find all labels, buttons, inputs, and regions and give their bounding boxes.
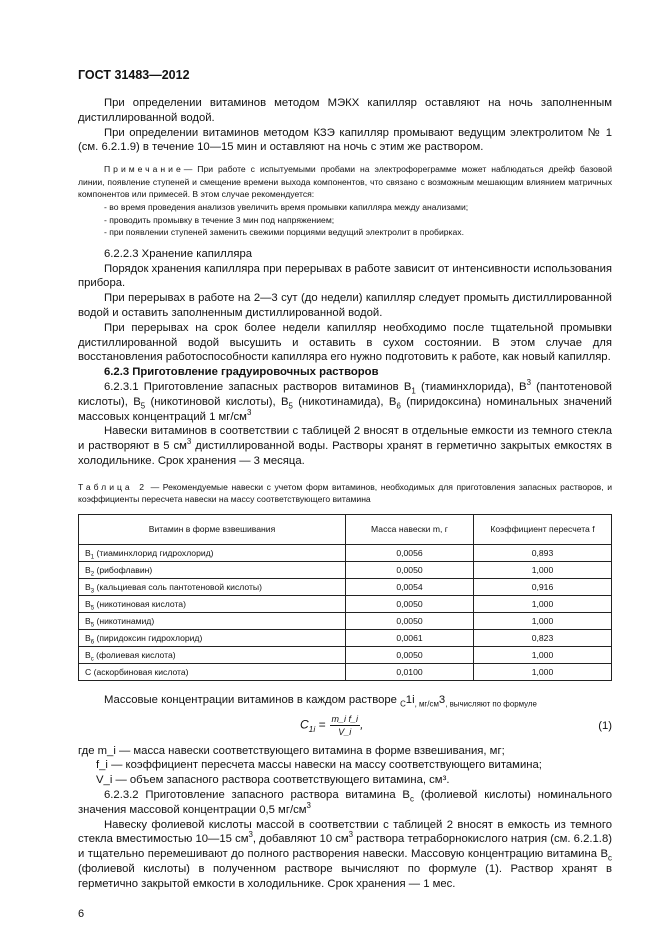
formula: $C_{1i}$ = $\frac{\text{m\_i f\_i}}{V\_i}$ ,: [300, 714, 364, 738]
text-segment: Массовые концентрации витаминов в каждом растворе: [104, 693, 401, 706]
vitamin-cell: [79, 561, 346, 578]
vitamin-name: (никотиновая кислота): [94, 598, 186, 609]
column-header: Коэффициент пересчета f: [474, 514, 612, 544]
text-segment: (пиридоксина) номинальных значений массовых концентраций 1 мг/см: [78, 395, 612, 423]
vitamin-name: (рибофлавин): [94, 564, 153, 575]
factor-cell: 1,000: [474, 595, 612, 612]
mass-cell: 0,0061: [346, 629, 474, 646]
script-text: 3: [248, 830, 253, 840]
text-segment: раствора тетраборнокислого натрия (см. 6.2.1.8) и тщательно перемешивают до полного растворения навески. Массовую концентрацию витамина B: [78, 833, 612, 861]
note-item: - при появлении ступеней заменить свежими порциями ведущий электролит в пробирках.: [104, 227, 464, 238]
script-text: 3: [526, 378, 531, 388]
text-segment: 1i: [405, 693, 415, 706]
vitamin-subscript: c: [90, 656, 94, 663]
vitamin-subscript: 1: [90, 554, 95, 561]
text-segment: (фолиевой кислоты) в полученном растворе вычисляют по формуле (1). Раствор хранят в герметично закрытой емкости в холодильнике. Срок хранения — 1 мес.: [78, 863, 612, 890]
vitamin-letter: B: [85, 615, 91, 626]
vitamin-cell: [79, 595, 346, 612]
script-text: 6: [396, 400, 401, 410]
vitamin-letter: B: [85, 547, 91, 558]
script-text: 3: [348, 830, 354, 840]
factor-cell: 1,000: [474, 646, 612, 663]
definition: V_i — объем запасного раствора соответствующего витамина, см³.: [96, 774, 450, 787]
vitamin-name: (фолиевая кислота): [93, 649, 176, 660]
text-segment: 3: [438, 693, 446, 706]
text-segment: (пантотеновой кислоты), B: [78, 380, 612, 408]
mass-cell: 0,0050: [346, 612, 474, 629]
vitamin-cell: [79, 544, 346, 561]
factor-cell: 0,893: [474, 544, 612, 561]
variable-definitions: [78, 744, 612, 788]
definition: где m_i — масса навески соответствующего витамина в форме взвешивания, мг;: [78, 744, 505, 757]
paragraph: При определении витаминов методом МЭКХ капилляр оставляют на ночь заполненным дистиллированной водой.: [78, 97, 612, 124]
table-row: [79, 663, 612, 680]
text-segment: (фолиевой кислоты) номинального значения массовой концентрации 0,5 мг/см: [78, 789, 612, 816]
vitamin-name: (никотинамид): [94, 615, 155, 626]
mass-cell: 0,0100: [346, 663, 474, 680]
paragraph: [78, 788, 612, 818]
paragraph: При определении витаминов методом КЗЭ капилляр промывают ведущим электролитом № 1 (см. 6.2.1.9) в течение 10—15 мин и оставляют на ночь с этим же раствором.: [78, 126, 612, 154]
vitamin-name: (аскорбиновая кислота): [91, 666, 189, 677]
table-row: [79, 561, 612, 578]
table-row: [79, 595, 612, 612]
text-segment: дистиллированной воды. Растворы хранят в герметично закрытых емкостях в холодильнике. Срок хранения — 3 месяца.: [78, 440, 612, 467]
text-segment: (тиаминхлорида), B: [415, 380, 527, 393]
formula-lhs-sub: 1i: [308, 724, 316, 735]
vitamin-name: (пиридоксин гидрохлорид): [94, 632, 203, 643]
text-segment: (никотинамида), B: [292, 395, 397, 408]
formula-numerator: m_i f_i: [331, 714, 359, 725]
formula-lhs: C: [300, 717, 309, 732]
page-body: [78, 96, 612, 920]
formula-denominator: V_i: [338, 727, 352, 738]
column-header: Витамин в форме взвешивания: [79, 514, 346, 544]
section-heading: 6.2.3 Приготовление градуировочных растворов: [104, 366, 379, 379]
page-number: 6: [78, 907, 85, 920]
vitamin-letter: B: [85, 564, 91, 575]
vitamin-cell: [79, 629, 346, 646]
text-segment: , добавляют 10 см: [252, 833, 349, 846]
text-segment: 6.2.3.2 Приготовление запасного раствора витамина B: [104, 789, 410, 802]
script-text: 5: [140, 400, 146, 410]
vitamin-cell: [79, 612, 346, 629]
vitamin-cell: [79, 663, 346, 680]
script-text: , мг/см: [414, 699, 439, 709]
text-segment: Навески витаминов в соответствии с таблицей 2 вносят в отдельные емкости из темного стекла и растворяют в 5 см: [78, 425, 612, 453]
column-header: Масса навески m, г: [346, 514, 474, 544]
mass-cell: 0,0054: [346, 578, 474, 595]
mass-cell: 0,0050: [346, 646, 474, 663]
vitamin-subscript: 3: [90, 588, 95, 595]
script-text: 3: [306, 801, 311, 811]
note-item: - во время проведения анализов увеличить время промывки капилляра между анализами;: [104, 201, 469, 212]
note-text: — При работе с испытуемыми пробами на электрофореграмме может наблюдаться дрейф базовой линии, появление ступеней и смещение времени выхода компонентов, что связано с возможным мешающим влиянием матричных компонентов или примесей. В этом случае рекомендуется:: [78, 164, 612, 200]
vitamin-letter: B: [85, 649, 91, 660]
table-caption-label: Таблица 2: [78, 481, 148, 492]
script-text: 3: [186, 437, 192, 447]
vitamin-subscript: 5: [90, 605, 95, 612]
paragraph: При перерывах в работе на 2—3 сут (до недели) капилляр следует промыть дистиллированной водой и оставить заполненным дистиллированной водой.: [78, 292, 612, 319]
mass-cell: 0,0050: [346, 595, 474, 612]
table-caption: [78, 481, 612, 506]
definition: f_i — коэффициент пересчета массы навески на массу соответствующего витамина;: [96, 759, 542, 772]
text-segment: Навеску фолиевой кислоты массой в соответствии с таблицей 2 вносят в емкость из темного стекла вместимостью 10—15 см: [78, 818, 612, 846]
vitamin-subscript: 2: [90, 571, 95, 578]
note-label: Примечание: [104, 164, 184, 175]
table-row: [79, 646, 612, 663]
vitamin-cell: [79, 578, 346, 595]
paragraph: [78, 424, 612, 468]
script-text: 1: [411, 386, 416, 396]
table-row: [79, 629, 612, 646]
script-text: , вычисляют по формуле: [445, 699, 537, 709]
factor-cell: 0,916: [474, 578, 612, 595]
factor-cell: 1,000: [474, 612, 612, 629]
table-row: [79, 544, 612, 561]
paragraph: [78, 693, 612, 708]
text-segment: 6.2.3.1 Приготовление запасных растворов витаминов B: [104, 380, 412, 393]
factor-cell: 1,000: [474, 663, 612, 680]
vitamin-cell: [79, 646, 346, 663]
table-row: [79, 578, 612, 595]
section-heading: 6.2.2.3 Хранение капилляра: [104, 247, 253, 260]
vitamin-subscript: 5: [90, 622, 95, 629]
mass-cell: 0,0050: [346, 561, 474, 578]
script-text: 5: [288, 400, 293, 410]
note: [78, 163, 612, 239]
script-text: c: [409, 794, 414, 804]
equation-number: (1): [598, 719, 612, 732]
vitamin-name: (кальциевая соль пантотеновой кислоты): [94, 581, 262, 592]
document-header: ГОСТ 31483—2012: [78, 68, 190, 82]
script-text: C: [400, 699, 406, 709]
vitamin-name: (тиаминхлорид гидрохлорид): [94, 547, 214, 558]
table-row: [79, 612, 612, 629]
vitamin-subscript: 6: [90, 639, 95, 646]
vitamin-letter: B: [85, 581, 91, 592]
factor-cell: 1,000: [474, 561, 612, 578]
formula-row: [78, 712, 612, 740]
mass-cell: 0,0056: [346, 544, 474, 561]
paragraph: [78, 818, 612, 892]
text-segment: (никотиновой кислоты), B: [145, 395, 289, 408]
vitamin-letter: B: [85, 598, 91, 609]
vitamin-table: [78, 514, 612, 681]
paragraph: [78, 380, 612, 424]
paragraph: Порядок хранения капилляра при перерывах в работе зависит от интенсивности использования прибора.: [78, 262, 612, 290]
paragraph: При перерывах на срок более недели капилляр необходимо после тщательной промывки дистиллированной водой высушить и оставить в сухом состоянии. В этом случае для восстановления работоспособности капилляра его нужно подготовить к работе, как новый капилляр.: [78, 321, 612, 364]
script-text: 3: [246, 407, 252, 417]
vitamin-letter: C: [85, 666, 92, 677]
table-caption-text: — Рекомендуемые навески с учетом форм витаминов, необходимых для приготовления запасных растворов, и коэффициенты пересчета навески на массу соответствующего витамина: [78, 481, 612, 505]
factor-cell: 0,823: [474, 629, 612, 646]
script-text: c: [608, 853, 612, 863]
vitamin-letter: B: [85, 632, 91, 643]
note-item: - проводить промывку в течение 3 мин под напряжением;: [104, 214, 335, 225]
